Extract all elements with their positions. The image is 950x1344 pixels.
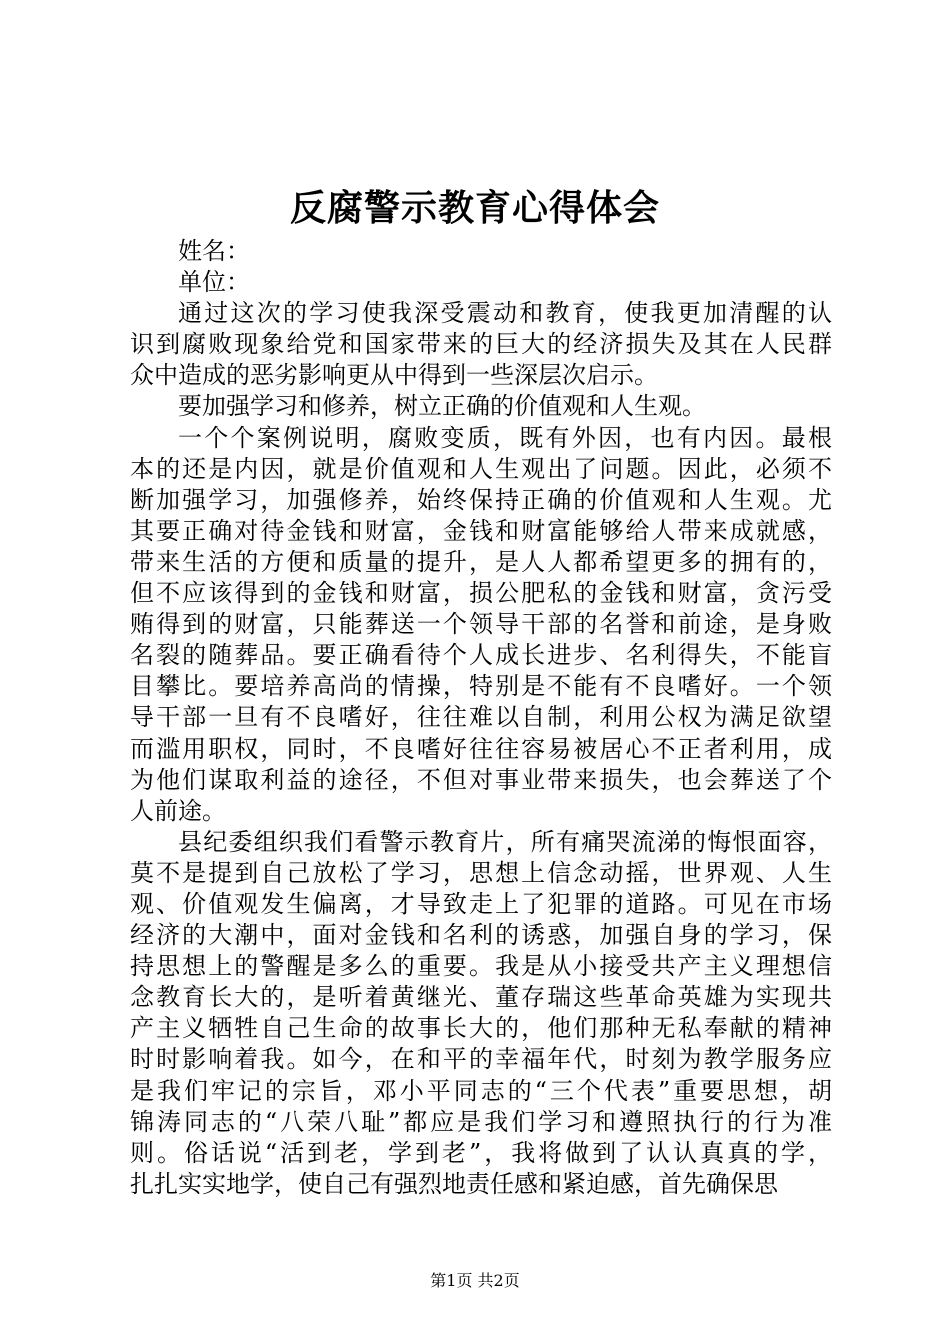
paragraph-line: 通过这次的学习使我深受震动和教育，使我更加清醒的认 <box>178 299 832 328</box>
paragraph <box>130 827 832 1200</box>
paragraph-line: 持思想上的警醒是多么的重要。我是从小接受共产主义理想信 <box>130 952 832 981</box>
paragraph-line: 扎扎实实地学，使自己有强烈地责任感和紧迫感，首先确保思 <box>130 1169 778 1198</box>
paragraph-line: 其要正确对待金钱和财富，金钱和财富能够给人带来成就感， <box>130 516 832 545</box>
paragraph-line: 导干部一旦有不良嗜好，往往难以自制，利用公权为满足欲望 <box>130 703 832 732</box>
paragraph-list <box>130 298 832 1200</box>
paragraph-line: 断加强学习，加强修养，始终保持正确的价值观和人生观。尤 <box>130 485 832 514</box>
paragraph-line: 人前途。 <box>130 796 226 825</box>
paragraph-line: 要加强学习和修养，树立正确的价值观和人生观。 <box>178 392 706 421</box>
paragraph-line: 为他们谋取利益的途径，不但对事业带来损失，也会葬送了个 <box>130 765 832 794</box>
paragraph-line: 本的还是内因，就是价值观和人生观出了问题。因此，必须不 <box>130 454 832 483</box>
name-label: 姓名： <box>178 237 250 265</box>
document-title: 反腐警示教育心得体会 <box>289 188 660 229</box>
paragraph-line: 但不应该得到的金钱和财富，损公肥私的金钱和财富，贪污受 <box>130 579 832 608</box>
document-body <box>130 236 832 1200</box>
paragraph-line: 县纪委组织我们看警示教育片，所有痛哭流涕的悔恨面容， <box>178 827 832 856</box>
paragraph-line: 念教育长大的，是听着黄继光、董存瑞这些革命英雄为实现共 <box>130 983 832 1012</box>
paragraph-line: 识到腐败现象给党和国家带来的巨大的经济损失及其在人民群 <box>130 330 832 359</box>
paragraph <box>130 298 832 391</box>
paragraph-line: 是我们牢记的宗旨，邓小平同志的“三个代表”重要思想，胡 <box>130 1076 832 1105</box>
paragraph-line: 产主义牺牲自己生命的故事长大的，他们那种无私奉献的精神 <box>130 1014 832 1043</box>
paragraph-line: 观、价值观发生偏离，才导致走上了犯罪的道路。可见在市场 <box>130 889 832 918</box>
paragraph <box>130 423 832 827</box>
paragraph-line: 时时影响着我。如今，在和平的幸福年代，时刻为教学服务应 <box>130 1045 832 1074</box>
paragraph-line: 则。俗话说“活到老，学到老”，我将做到了认认真真的学， <box>130 1138 832 1167</box>
page-footer: 第1页 共2页 <box>430 1271 520 1290</box>
unit-label: 单位： <box>178 268 250 297</box>
paragraph-line: 莫不是提到自己放松了学习，思想上信念动摇，世界观、人生 <box>130 858 832 887</box>
paragraph-line: 众中造成的恶劣影响更从中得到一些深层次启示。 <box>130 361 658 390</box>
paragraph-line: 名裂的随葬品。要正确看待个人成长进步、名利得失，不能盲 <box>130 641 832 670</box>
paragraph <box>130 391 832 422</box>
paragraph-line: 而滥用职权，同时，不良嗜好往往容易被居心不正者利用，成 <box>130 734 832 763</box>
paragraph-line: 一个个案例说明，腐败变质，既有外因，也有内因。最根 <box>178 423 832 452</box>
paragraph-line: 带来生活的方便和质量的提升，是人人都希望更多的拥有的， <box>130 547 832 576</box>
paragraph-line: 贿得到的财富，只能葬送一个领导干部的名誉和前途，是身败 <box>130 610 832 639</box>
paragraph-line: 经济的大潮中，面对金钱和名利的诱惑，加强自身的学习，保 <box>130 921 832 950</box>
paragraph-line: 锦涛同志的“八荣八耻”都应是我们学习和遵照执行的行为准 <box>130 1107 832 1136</box>
paragraph-line: 目攀比。要培养高尚的情操，特别是不能有不良嗜好。一个领 <box>130 672 832 701</box>
